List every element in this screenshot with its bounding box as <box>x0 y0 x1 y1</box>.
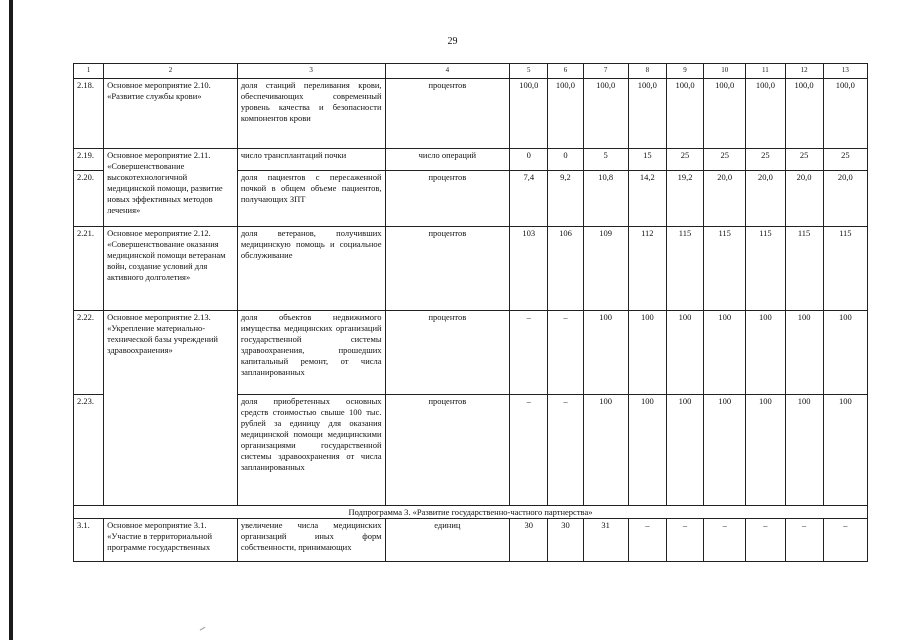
value-cell: 20,0 <box>785 171 823 227</box>
row-number: 2.19. <box>74 149 104 171</box>
page-number: 29 <box>447 36 458 47</box>
event-cell: Основное мероприятие 2.12. «Совершенствование оказания медицинской помощи ветеранам войн, создание условий для активного долголетия» <box>104 227 238 311</box>
column-number: 10 <box>704 64 746 79</box>
value-cell: 25 <box>666 149 703 171</box>
indicator-cell: число трансплантаций почки <box>237 149 385 171</box>
value-cell: 0 <box>510 149 548 171</box>
value-cell: 19,2 <box>666 171 703 227</box>
value-cell: 100 <box>746 311 785 395</box>
column-number: 1 <box>74 64 104 79</box>
event-cell: Основное мероприятие 2.10. «Развитие службы крови» <box>104 79 238 149</box>
row-number: 2.23. <box>74 395 104 506</box>
indicator-cell: доля объектов недвижимого имущества медицинских организаций государственной системы здравоохранения, прошедших капитальный ремонт, от числа запланированных <box>237 311 385 395</box>
value-cell: 5 <box>583 149 628 171</box>
value-cell: 103 <box>510 227 548 311</box>
value-cell: 100,0 <box>704 79 746 149</box>
value-cell: 31 <box>583 519 628 562</box>
unit-cell: процентов <box>385 395 510 506</box>
value-cell: 20,0 <box>704 171 746 227</box>
value-cell: 30 <box>510 519 548 562</box>
value-cell: 100 <box>583 311 628 395</box>
indicator-cell: увеличение числа медицинских организаций иных форм собственности, принимающих <box>237 519 385 562</box>
row-number: 2.22. <box>74 311 104 395</box>
table-row <box>74 227 868 311</box>
value-cell: – <box>704 519 746 562</box>
subprogram-heading: Подпрограмма 3. «Развитие государственно-частного партнерства» <box>74 506 868 519</box>
value-cell: 100 <box>628 311 666 395</box>
value-cell: 25 <box>746 149 785 171</box>
value-cell: 100 <box>785 311 823 395</box>
column-number: 2 <box>104 64 238 79</box>
value-cell: – <box>823 519 867 562</box>
table-row <box>74 79 868 149</box>
value-cell: 115 <box>666 227 703 311</box>
unit-cell: процентов <box>385 79 510 149</box>
unit-cell: единиц <box>385 519 510 562</box>
value-cell: 100,0 <box>583 79 628 149</box>
column-number: 12 <box>785 64 823 79</box>
column-number: 8 <box>628 64 666 79</box>
value-cell: – <box>666 519 703 562</box>
value-cell: 109 <box>583 227 628 311</box>
value-cell: 100 <box>746 395 785 506</box>
value-cell: – <box>510 395 548 506</box>
value-cell: 115 <box>704 227 746 311</box>
page-edge-bar <box>9 0 13 640</box>
value-cell: 14,2 <box>628 171 666 227</box>
unit-cell: число операций <box>385 149 510 171</box>
value-cell: 100 <box>666 395 703 506</box>
column-number: 4 <box>385 64 510 79</box>
value-cell: 100 <box>823 395 867 506</box>
value-cell: 20,0 <box>746 171 785 227</box>
value-cell: 25 <box>704 149 746 171</box>
column-number: 7 <box>583 64 628 79</box>
unit-cell: процентов <box>385 227 510 311</box>
column-number: 5 <box>510 64 548 79</box>
value-cell: 106 <box>548 227 583 311</box>
value-cell: 9,2 <box>548 171 583 227</box>
column-number: 11 <box>746 64 785 79</box>
value-cell: 20,0 <box>823 171 867 227</box>
value-cell: – <box>548 311 583 395</box>
column-number: 9 <box>666 64 703 79</box>
value-cell: 115 <box>823 227 867 311</box>
value-cell: 100,0 <box>785 79 823 149</box>
event-cell: Основное мероприятие 3.1. «Участие в территориальной программе государственных <box>104 519 238 562</box>
value-cell: 100 <box>823 311 867 395</box>
column-number: 13 <box>823 64 867 79</box>
value-cell: 25 <box>823 149 867 171</box>
column-number-row <box>74 64 868 79</box>
value-cell: 0 <box>548 149 583 171</box>
value-cell: – <box>510 311 548 395</box>
value-cell: 7,4 <box>510 171 548 227</box>
value-cell: 100 <box>583 395 628 506</box>
row-number: 2.20. <box>74 171 104 227</box>
column-number: 3 <box>237 64 385 79</box>
value-cell: 100,0 <box>548 79 583 149</box>
column-number: 6 <box>548 64 583 79</box>
value-cell: 100,0 <box>666 79 703 149</box>
scan-mark <box>200 627 207 633</box>
indicator-cell: доля приобретенных основных средств стоимостью свыше 100 тыс. рублей за единицу для оказания медицинской помощи медицинскими организациями государственной системы здравоохранения от числа запланированных <box>237 395 385 506</box>
value-cell: 100,0 <box>823 79 867 149</box>
subprogram-row <box>74 506 868 519</box>
value-cell: 100,0 <box>628 79 666 149</box>
value-cell: 10,8 <box>583 171 628 227</box>
indicator-cell: доля пациентов с пересаженной почкой в общем объеме пациентов, получающих ЗПТ <box>237 171 385 227</box>
value-cell: 100 <box>628 395 666 506</box>
value-cell: 112 <box>628 227 666 311</box>
value-cell: 100 <box>785 395 823 506</box>
indicator-cell: доля станций переливания крови, обеспечивающих современный уровень качества и безопасности компонентов крови <box>237 79 385 149</box>
value-cell: – <box>548 395 583 506</box>
value-cell: 15 <box>628 149 666 171</box>
value-cell: 100 <box>704 395 746 506</box>
value-cell: 25 <box>785 149 823 171</box>
event-cell: Основное мероприятие 2.13. «Укрепление материально-технической базы учреждений здравоохранения» <box>104 311 238 506</box>
row-number: 3.1. <box>74 519 104 562</box>
indicator-cell: доля ветеранов, получивших медицинскую помощь и социальное обслуживание <box>237 227 385 311</box>
unit-cell: процентов <box>385 311 510 395</box>
value-cell: 115 <box>785 227 823 311</box>
value-cell: 100 <box>666 311 703 395</box>
unit-cell: процентов <box>385 171 510 227</box>
table-row <box>74 519 868 562</box>
table-row <box>74 311 868 395</box>
value-cell: 100 <box>704 311 746 395</box>
value-cell: 100,0 <box>746 79 785 149</box>
value-cell: 30 <box>548 519 583 562</box>
value-cell: 100,0 <box>510 79 548 149</box>
value-cell: – <box>628 519 666 562</box>
indicators-table <box>73 63 868 562</box>
value-cell: – <box>746 519 785 562</box>
value-cell: 115 <box>746 227 785 311</box>
row-number: 2.21. <box>74 227 104 311</box>
value-cell: – <box>785 519 823 562</box>
row-number: 2.18. <box>74 79 104 149</box>
event-cell: Основное мероприятие 2.11. «Совершенствование высокотехнологичной медицинской помощи, развитие новых эффективных методов лечения» <box>104 149 238 227</box>
table-row <box>74 149 868 171</box>
